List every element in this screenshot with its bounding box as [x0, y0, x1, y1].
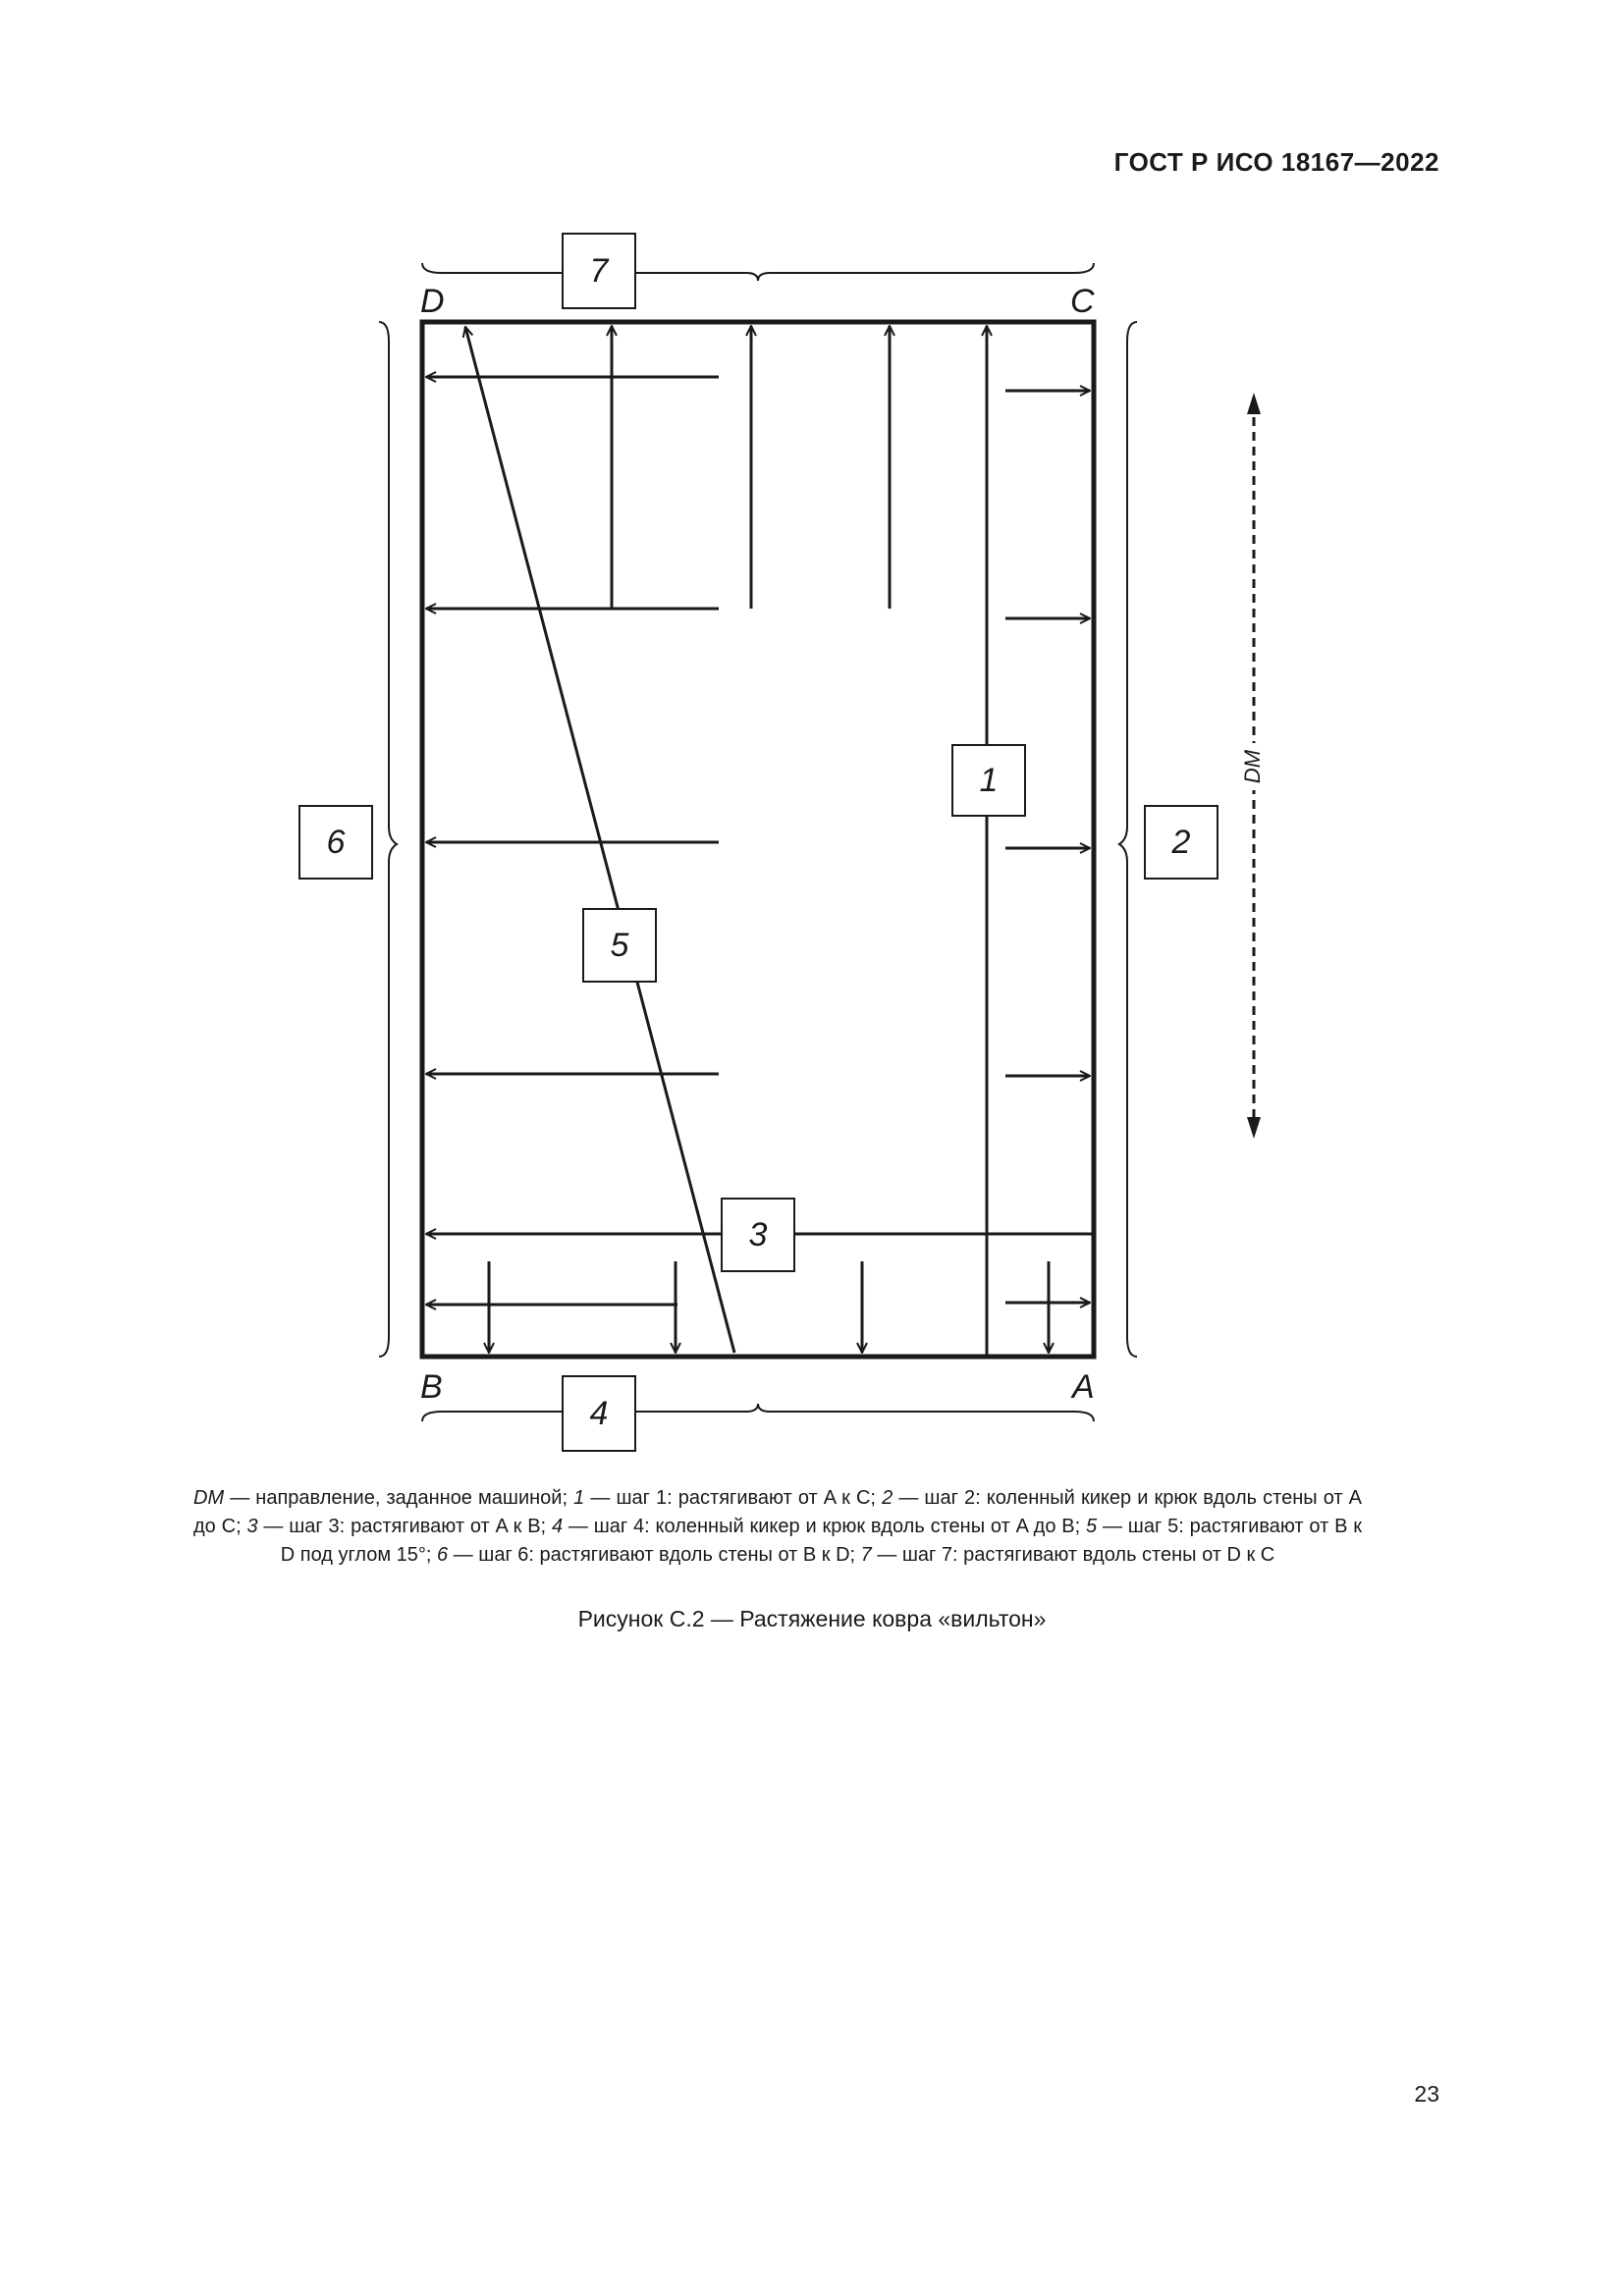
legend-text-5: — шаг 5: растягивают от B к D под углом 15°; [280, 1516, 1363, 1566]
step-box-2 [1145, 806, 1218, 879]
legend-text-6: — шаг 6: растягивают вдоль стены от B к D; [448, 1544, 861, 1566]
svg-text:2: 2 [1171, 823, 1191, 861]
dm-label: DM [1239, 749, 1265, 784]
legend-key-1: 1 [573, 1487, 585, 1509]
legend-text-4: — шаг 4: коленный кикер и крюк вдоль стены от A до B; [563, 1516, 1087, 1537]
brace-right [1119, 322, 1137, 1357]
legend-text-dm: — направление, заданное машиной; [224, 1487, 574, 1509]
corner-a-label: A [1072, 1368, 1095, 1406]
step-1-arrows [612, 326, 987, 1355]
svg-text:5: 5 [610, 926, 629, 964]
step-4-arrows [489, 1261, 1049, 1353]
svg-text:3: 3 [748, 1215, 768, 1254]
step-box-5 [583, 909, 656, 982]
svg-text:4: 4 [589, 1394, 609, 1432]
corner-d-label: D [420, 283, 445, 320]
legend-text-2: — шаг 2: коленный кикер и крюк вдоль стены от A до C; [193, 1487, 1363, 1537]
corner-b-label: B [420, 1368, 443, 1406]
legend-key-2: 2 [882, 1487, 893, 1509]
legend-key-5: 5 [1086, 1516, 1098, 1537]
brace-left [379, 322, 397, 1357]
step-box-4 [563, 1376, 635, 1451]
svg-text:6: 6 [326, 823, 346, 861]
step-box-6 [299, 806, 372, 879]
svg-text:1: 1 [979, 761, 999, 799]
legend-key-7: 7 [860, 1544, 872, 1566]
legend-key-3: 3 [246, 1516, 258, 1537]
document-standard-header: ГОСТ Р ИСО 18167—2022 [1113, 147, 1439, 177]
step-box-1 [952, 745, 1025, 816]
legend-key-4: 4 [551, 1516, 564, 1537]
legend-text-7: — шаг 7: растягивают вдоль стены от D к C [871, 1544, 1275, 1566]
corner-c-label: C [1070, 283, 1095, 320]
step-5-diagonal-arrow [465, 327, 734, 1353]
svg-text:7: 7 [589, 251, 609, 290]
legend-text-3: — шаг 3: растягивают от A к B; [257, 1516, 552, 1537]
step-2-arrows [1005, 391, 1090, 1303]
step-box-7 [563, 234, 635, 308]
page-number: 23 [1414, 2081, 1439, 2107]
legend-key-dm: DM [193, 1487, 225, 1509]
step-box-3 [722, 1199, 794, 1271]
step-6-arrows [426, 377, 719, 1305]
figure-caption: Рисунок С.2 — Растяжение ковра «вильтон» [577, 1606, 1047, 1631]
legend-key-6: 6 [437, 1544, 449, 1566]
figure-legend [193, 1484, 1362, 1570]
legend-text-1: — шаг 1: растягивают от A к C; [584, 1487, 883, 1509]
brace-bottom [422, 1404, 1094, 1421]
brace-top [422, 263, 1094, 281]
